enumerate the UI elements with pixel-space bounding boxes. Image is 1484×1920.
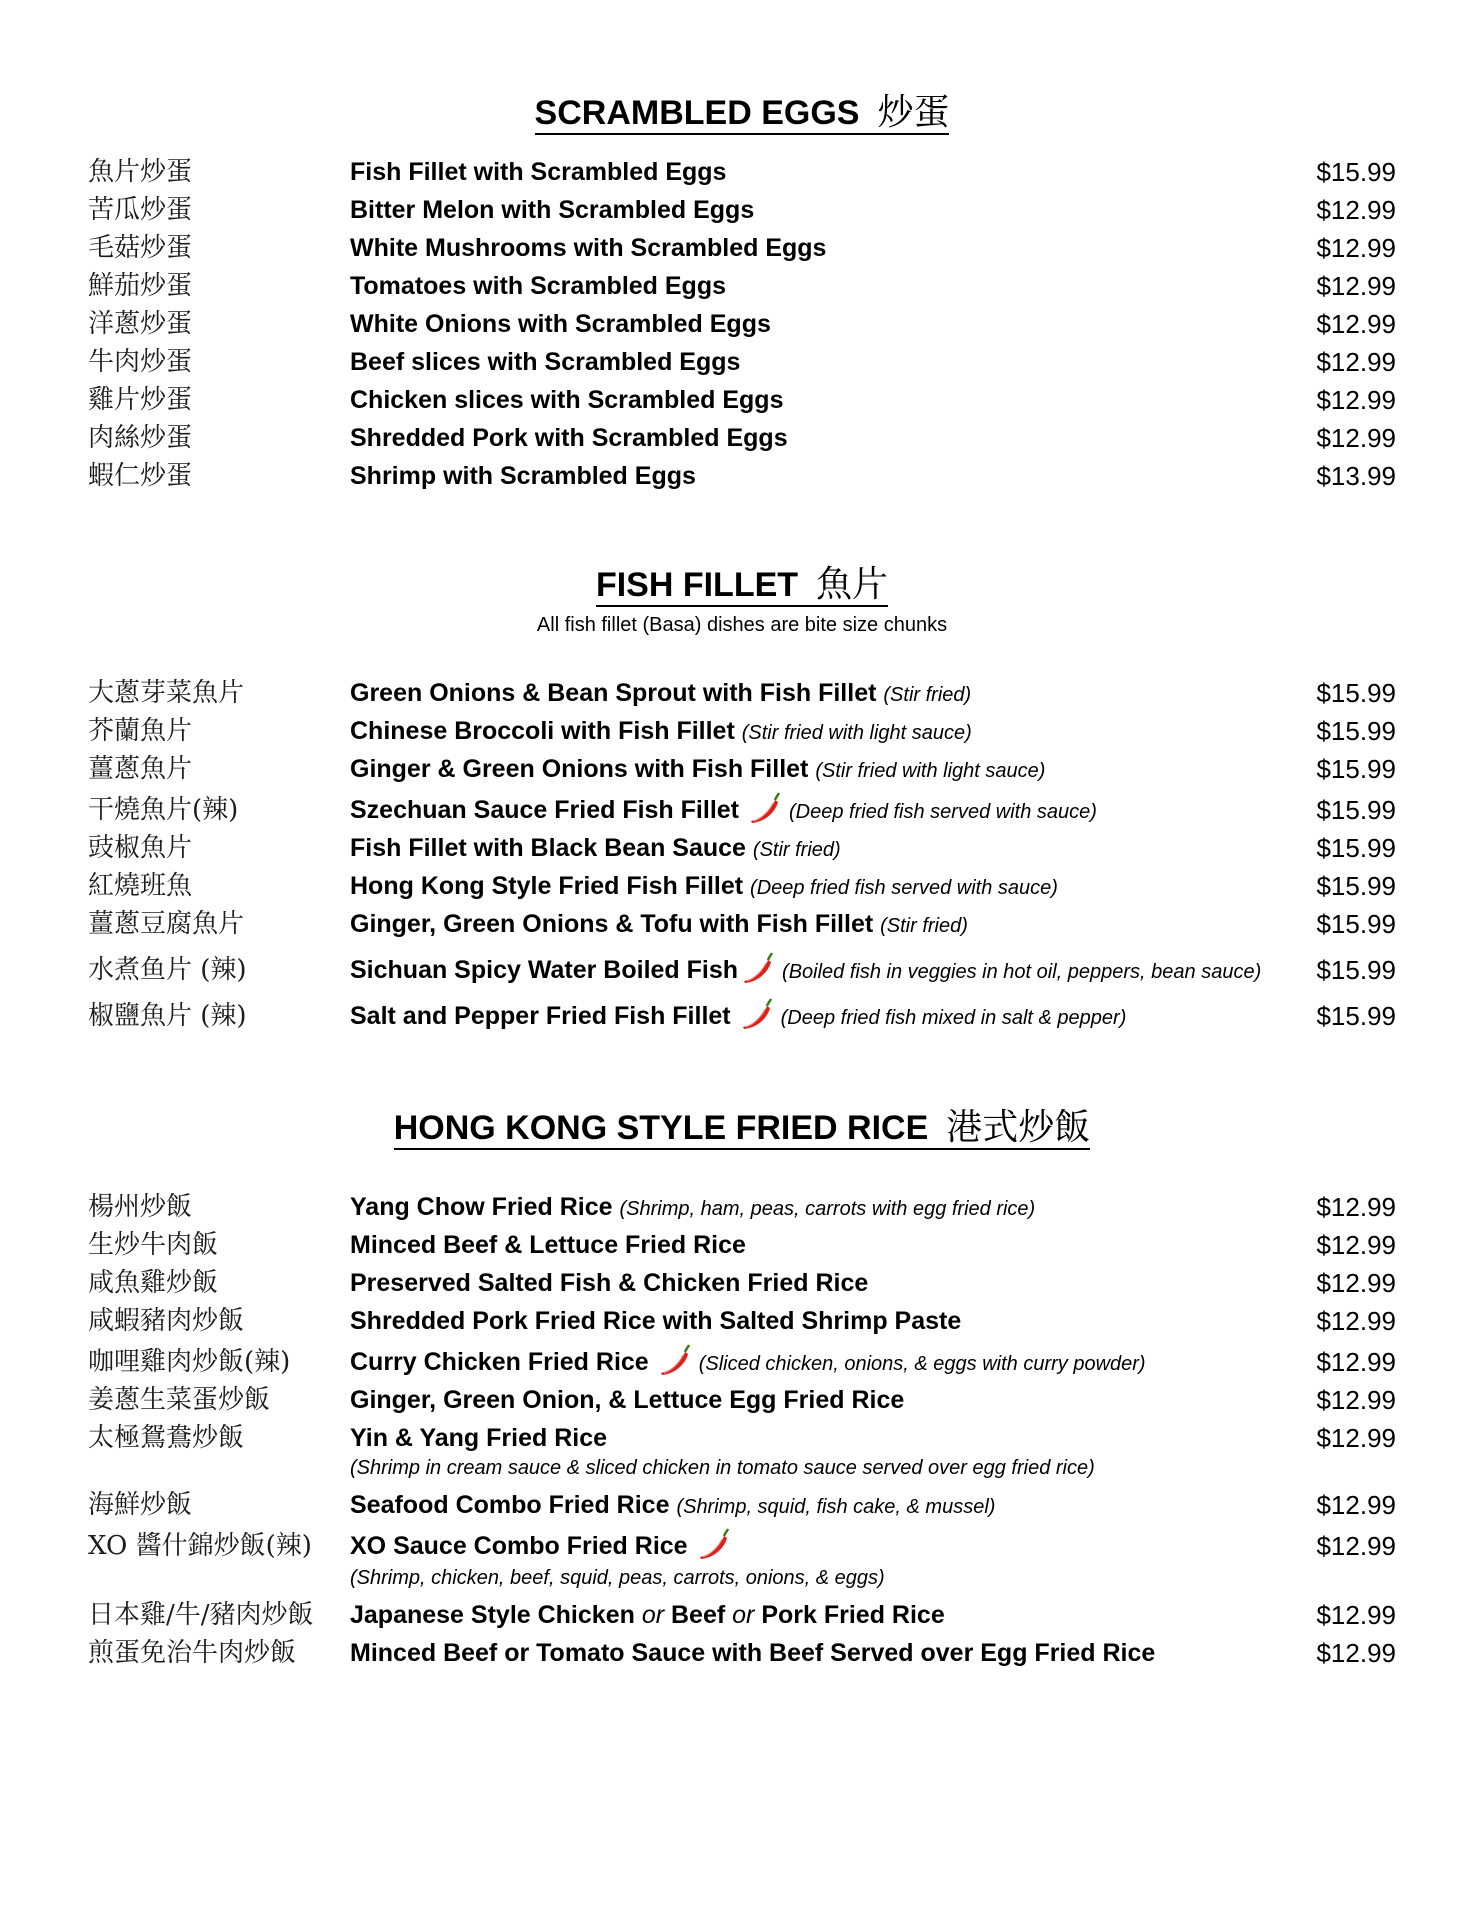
item-name: Bitter Melon with Scrambled Eggs [350, 196, 755, 224]
item-price: $15.99 [1316, 909, 1396, 939]
item-name: Shredded Pork with Scrambled Eggs [350, 424, 788, 452]
menu-item [0, 997, 1484, 1035]
item-price: $15.99 [1316, 157, 1396, 187]
item-name: Yin & Yang Fried Rice [350, 1424, 608, 1452]
menu-item [0, 791, 1484, 829]
item-chinese-name: 芥蘭魚片 [88, 716, 193, 746]
item-chinese-name: 蝦仁炒蛋 [88, 461, 193, 491]
menu-item [0, 1188, 1484, 1226]
item-name-part: or [641, 1601, 665, 1629]
menu-item [0, 905, 1484, 943]
menu-item [0, 829, 1484, 867]
item-chinese-name: 洋蔥炒蛋 [88, 309, 193, 339]
item-name-part: Japanese Style Chicken [350, 1601, 642, 1629]
menu-item [0, 1381, 1484, 1419]
item-chinese-name: 生炒牛肉飯 [88, 1230, 219, 1260]
item-price: $12.99 [1316, 1192, 1396, 1222]
item-note: (Deep fried fish served with sauce) [789, 801, 1097, 823]
item-name: Ginger, Green Onions & Tofu with Fish Fillet [350, 910, 874, 938]
item-chinese-name: 雞片炒蛋 [88, 385, 193, 415]
item-price: $12.99 [1316, 233, 1396, 263]
chili-pepper-icon [747, 792, 781, 824]
item-price: $15.99 [1316, 1001, 1396, 1031]
item-chinese-name: 咸蝦豬肉炒飯 [88, 1306, 245, 1336]
item-name: Hong Kong Style Fried Fish Fillet [350, 872, 744, 900]
item-price: $15.99 [1316, 955, 1396, 985]
item-name: Ginger & Green Onions with Fish Fillet [350, 755, 809, 783]
item-name: XO Sauce Combo Fried Rice [350, 1532, 688, 1560]
item-note: (Stir fried) [880, 915, 968, 937]
section-subtitle: All fish fillet (Basa) dishes are bite size chunks [536, 614, 948, 636]
item-price: $12.99 [1316, 1423, 1396, 1453]
item-name-part: Beef [664, 1601, 733, 1629]
item-name: Seafood Combo Fried Rice [350, 1491, 670, 1519]
menu-item [0, 951, 1484, 989]
item-price: $12.99 [1316, 423, 1396, 453]
chili-pepper-icon [696, 1528, 730, 1560]
item-price: $15.99 [1316, 833, 1396, 863]
section-title-fish-fillet [0, 565, 1484, 607]
section-title-zh: 炒蛋 [877, 92, 950, 133]
item-name: Green Onions & Bean Sprout with Fish Fillet [350, 679, 877, 707]
item-price: $12.99 [1316, 1385, 1396, 1415]
menu-item [0, 1527, 1484, 1589]
item-name-part: Pork Fried Rice [754, 1601, 945, 1629]
item-name: Yang Chow Fried Rice [350, 1193, 613, 1221]
chili-pepper-icon [740, 952, 774, 984]
item-price: $15.99 [1316, 678, 1396, 708]
item-price: $12.99 [1316, 1490, 1396, 1520]
menu-item [0, 674, 1484, 712]
item-chinese-name: 肉絲炒蛋 [88, 423, 193, 453]
item-name: Ginger, Green Onion, & Lettuce Egg Fried Rice [350, 1386, 905, 1414]
item-price: $13.99 [1316, 461, 1396, 491]
item-note: (Stir fried) [752, 839, 841, 861]
item-chinese-name: XO 醬什錦炒飯(辣) [88, 1531, 312, 1561]
item-chinese-name: 牛肉炒蛋 [88, 347, 193, 377]
menu-item [0, 712, 1484, 750]
menu-item [0, 457, 1484, 495]
item-name: Curry Chicken Fried Rice [350, 1348, 649, 1376]
item-name: Fish Fillet with Black Bean Sauce [350, 834, 746, 862]
item-chinese-name: 日本雞/牛/豬肉炒飯 [88, 1600, 314, 1630]
menu-item [0, 1226, 1484, 1264]
item-name: White Onions with Scrambled Eggs [350, 310, 771, 338]
menu-item [0, 1264, 1484, 1302]
chili-pepper-icon [739, 998, 773, 1030]
section-title-scrambled-eggs [0, 93, 1484, 135]
item-price: $15.99 [1316, 795, 1396, 825]
item-name: Shredded Pork Fried Rice with Salted Shrimp Paste [350, 1307, 962, 1335]
item-price: $15.99 [1316, 871, 1396, 901]
item-extra-note: (Shrimp, chicken, beef, squid, peas, carrots, onions, & eggs) [350, 1567, 885, 1589]
item-name: Sichuan Spicy Water Boiled Fish [350, 956, 739, 984]
item-name: Beef slices with Scrambled Eggs [350, 348, 741, 376]
item-price: $12.99 [1316, 1230, 1396, 1260]
item-price: $12.99 [1316, 1600, 1396, 1630]
item-chinese-name: 楊州炒飯 [88, 1192, 193, 1222]
item-name: Fish Fillet with Scrambled Eggs [350, 158, 727, 186]
menu-item [0, 305, 1484, 343]
chili-pepper-icon [657, 1344, 691, 1376]
menu-item [0, 1486, 1484, 1524]
section-title-hk-fried-rice [0, 1108, 1484, 1150]
item-note: (Deep fried fish mixed in salt & pepper) [780, 1007, 1127, 1029]
item-chinese-name: 海鮮炒飯 [88, 1490, 193, 1520]
item-chinese-name: 椒鹽魚片 (辣) [88, 1001, 247, 1031]
item-price: $12.99 [1316, 1531, 1396, 1561]
item-name: Chicken slices with Scrambled Eggs [350, 386, 784, 414]
section-title-en: HONG KONG STYLE FRIED RICE [393, 1109, 929, 1147]
item-price: $12.99 [1316, 1268, 1396, 1298]
item-price: $12.99 [1316, 1347, 1396, 1377]
item-chinese-name: 魚片炒蛋 [88, 157, 193, 187]
item-price: $12.99 [1316, 271, 1396, 301]
menu-item [0, 381, 1484, 419]
menu-item [0, 1302, 1484, 1340]
menu-item [0, 1634, 1484, 1672]
item-chinese-name: 毛菇炒蛋 [88, 233, 193, 263]
item-note: (Shrimp, squid, fish cake, & mussel) [676, 1496, 996, 1518]
item-note: (Sliced chicken, onions, & eggs with curry powder) [698, 1353, 1146, 1375]
item-name: Szechuan Sauce Fried Fish Fillet [350, 796, 739, 824]
item-chinese-name: 鮮茄炒蛋 [88, 271, 193, 301]
menu-item [0, 867, 1484, 905]
item-price: $12.99 [1316, 195, 1396, 225]
item-name: Minced Beef or Tomato Sauce with Beef Served over Egg Fried Rice [350, 1639, 1156, 1667]
item-chinese-name: 豉椒魚片 [88, 833, 193, 863]
item-chinese-name: 水煮鱼片 (辣) [88, 955, 247, 985]
menu-item [0, 1343, 1484, 1381]
item-price: $15.99 [1316, 716, 1396, 746]
item-note: (Shrimp, ham, peas, carrots with egg fried rice) [619, 1198, 1036, 1220]
item-note: (Stir fried) [883, 684, 972, 706]
section-title-zh: 港式炒飯 [946, 1107, 1091, 1148]
item-price: $12.99 [1316, 1306, 1396, 1336]
item-chinese-name: 大蔥芽菜魚片 [88, 678, 245, 708]
menu-item [0, 229, 1484, 267]
menu-item [0, 267, 1484, 305]
item-name: Preserved Salted Fish & Chicken Fried Rice [350, 1269, 869, 1297]
item-price: $12.99 [1316, 347, 1396, 377]
item-price: $12.99 [1316, 309, 1396, 339]
menu-item [0, 750, 1484, 788]
item-price: $15.99 [1316, 754, 1396, 784]
item-chinese-name: 苦瓜炒蛋 [88, 195, 193, 225]
item-chinese-name: 姜蔥生菜蛋炒飯 [88, 1385, 271, 1415]
item-note: (Stir fried with light sauce) [815, 760, 1046, 782]
item-note: (Deep fried fish served with sauce) [750, 877, 1058, 899]
section-title-en: FISH FILLET [595, 566, 799, 604]
item-note: (Stir fried with light sauce) [741, 722, 972, 744]
item-name-part: or [732, 1601, 755, 1629]
item-name: Salt and Pepper Fried Fish Fillet [350, 1002, 731, 1030]
section-title-zh: 魚片 [816, 564, 889, 605]
item-chinese-name: 薑蔥魚片 [88, 754, 193, 784]
menu-item [0, 1419, 1484, 1479]
menu-item [0, 343, 1484, 381]
item-name: Shrimp with Scrambled Eggs [350, 462, 696, 490]
item-chinese-name: 太極鴛鴦炒飯 [88, 1423, 245, 1453]
menu-item [0, 1596, 1484, 1634]
menu-item [0, 153, 1484, 191]
item-name: White Mushrooms with Scrambled Eggs [350, 234, 827, 262]
item-price: $12.99 [1316, 1638, 1396, 1668]
item-name: Tomatoes with Scrambled Eggs [350, 272, 727, 300]
item-note: (Boiled fish in veggies in hot oil, peppers, bean sauce) [782, 961, 1262, 983]
item-chinese-name: 咸魚雞炒飯 [88, 1268, 219, 1298]
item-chinese-name: 薑蔥豆腐魚片 [88, 909, 245, 939]
menu-item [0, 419, 1484, 457]
item-chinese-name: 紅燒班魚 [88, 871, 193, 901]
item-chinese-name: 咖哩雞肉炒飯(辣) [88, 1347, 291, 1377]
item-name: Minced Beef & Lettuce Fried Rice [350, 1231, 746, 1259]
item-name: Chinese Broccoli with Fish Fillet [350, 717, 735, 745]
item-chinese-name: 煎蛋免治牛肉炒飯 [88, 1638, 297, 1668]
item-chinese-name: 干燒魚片(辣) [88, 795, 239, 825]
item-price: $12.99 [1316, 385, 1396, 415]
section-title-en: SCRAMBLED EGGS [534, 94, 860, 132]
item-extra-note: (Shrimp in cream sauce & sliced chicken in tomato sauce served over egg fried rice) [350, 1457, 1095, 1479]
menu-item [0, 191, 1484, 229]
